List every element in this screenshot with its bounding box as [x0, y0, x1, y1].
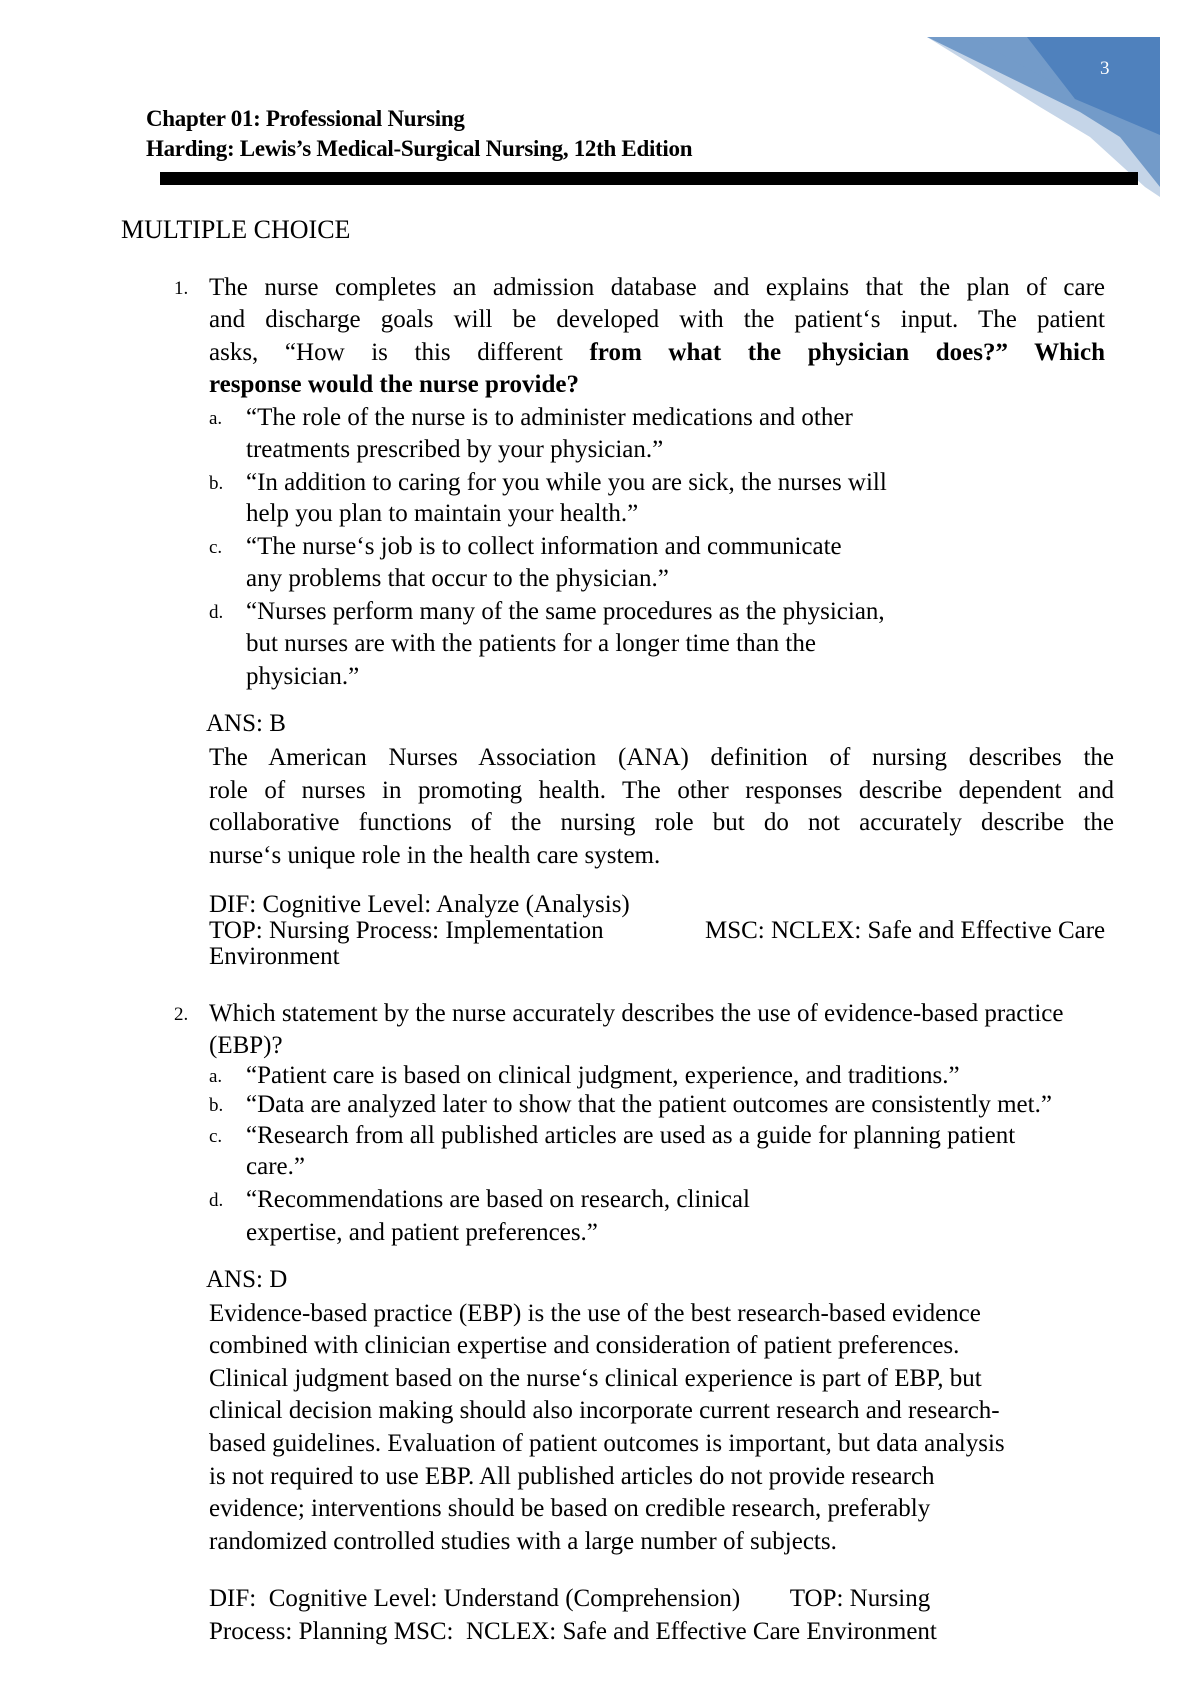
rationale-line: based guidelines. Evaluation of patient outcomes is important, but data analysis: [209, 1430, 1005, 1457]
option-c: any problems that occur to the physician.”: [246, 565, 669, 592]
rationale-line: collaborative functions of the nursing role but do not accurately describe the: [209, 809, 1114, 836]
question-text: Which statement by the nurse accurately describes the use of evidence-based practice: [209, 1000, 1064, 1027]
question-text-bold: from what the physician does?” Which: [589, 339, 1105, 366]
option-letter: a.: [209, 408, 223, 429]
header-divider: [160, 172, 1138, 185]
msc: MSC: NCLEX: Safe and Effective Care: [705, 917, 1106, 944]
rationale-line: randomized controlled studies with a large number of subjects.: [209, 1528, 837, 1555]
option-b: help you plan to maintain your health.”: [246, 500, 639, 527]
option-b: “Data are analyzed later to show that the patient outcomes are consistently met.”: [246, 1091, 1052, 1118]
option-letter: a.: [209, 1066, 223, 1087]
option-letter: d.: [209, 1190, 224, 1211]
rationale-line: is not required to use EBP. All published articles do not provide research: [209, 1463, 935, 1490]
rationale-line: evidence; interventions should be based on credible research, preferably: [209, 1495, 931, 1522]
difficulty: DIF: Cognitive Level: Analyze (Analysis): [209, 891, 630, 918]
meta-line: DIF: Cognitive Level: Understand (Comprehension) TOP: Nursing: [209, 1585, 931, 1612]
question-text: and discharge goals will be developed with the patient‘s input. The patient: [209, 306, 1105, 333]
rationale-line: role of nurses in promoting health. The other responses describe dependent and: [209, 777, 1114, 804]
option-a: “Patient care is based on clinical judgment, experience, and traditions.”: [246, 1062, 960, 1089]
question-number: 1.: [174, 278, 189, 299]
option-c: “Research from all published articles are used as a guide for planning patient: [246, 1122, 1016, 1149]
page-number: 3: [1100, 58, 1110, 79]
option-d: “Recommendations are based on research, clinical: [246, 1186, 750, 1213]
question-text: The nurse completes an admission database and explains that the plan of care: [209, 274, 1105, 301]
rationale-line: clinical decision making should also incorporate current research and research-: [209, 1397, 1000, 1424]
option-d: “Nurses perform many of the same procedures as the physician,: [246, 598, 885, 625]
rationale-line: combined with clinician expertise and consideration of patient preferences.: [209, 1332, 960, 1359]
option-b: “In addition to caring for you while you are sick, the nurses will: [246, 469, 887, 496]
header-book: Harding: Lewis’s Medical-Surgical Nursing, 12th Edition: [146, 136, 693, 161]
question-text-bold: response would the nurse provide?: [209, 371, 579, 398]
option-a: treatments prescribed by your physician.”: [246, 436, 664, 463]
question-text: (EBP)?: [209, 1032, 283, 1059]
section-title: MULTIPLE CHOICE: [121, 215, 351, 244]
topic: TOP: Nursing Process: Implementation: [209, 917, 604, 944]
answer: ANS: B: [206, 710, 286, 737]
option-c: care.”: [246, 1153, 305, 1180]
option-a: “The role of the nurse is to administer medications and other: [246, 404, 853, 431]
meta-line: Process: Planning MSC: NCLEX: Safe and Effective Care Environment: [209, 1618, 937, 1645]
question-text: [209, 338, 1105, 368]
msc-continued: Environment: [209, 943, 340, 970]
rationale-line: Evidence-based practice (EBP) is the use of the best research-based evidence: [209, 1300, 981, 1327]
option-d: physician.”: [246, 663, 360, 690]
option-d: but nurses are with the patients for a longer time than the: [246, 630, 816, 657]
rationale-line: The American Nurses Association (ANA) definition of nursing describes the: [209, 744, 1114, 771]
question-number: 2.: [174, 1004, 189, 1025]
option-letter: c.: [209, 537, 223, 558]
option-letter: d.: [209, 602, 224, 623]
rationale-line: Clinical judgment based on the nurse‘s clinical experience is part of EBP, but: [209, 1365, 982, 1392]
option-letter: b.: [209, 1095, 224, 1116]
option-c: “The nurse‘s job is to collect information and communicate: [246, 533, 842, 560]
answer: ANS: D: [206, 1266, 288, 1293]
rationale-line: nurse‘s unique role in the health care system.: [209, 842, 661, 869]
option-letter: c.: [209, 1126, 223, 1147]
question-text-normal: asks, “How is this different: [209, 339, 563, 366]
option-letter: b.: [209, 473, 224, 494]
header-chapter: Chapter 01: Professional Nursing: [146, 106, 465, 131]
option-d: expertise, and patient preferences.”: [246, 1219, 598, 1246]
